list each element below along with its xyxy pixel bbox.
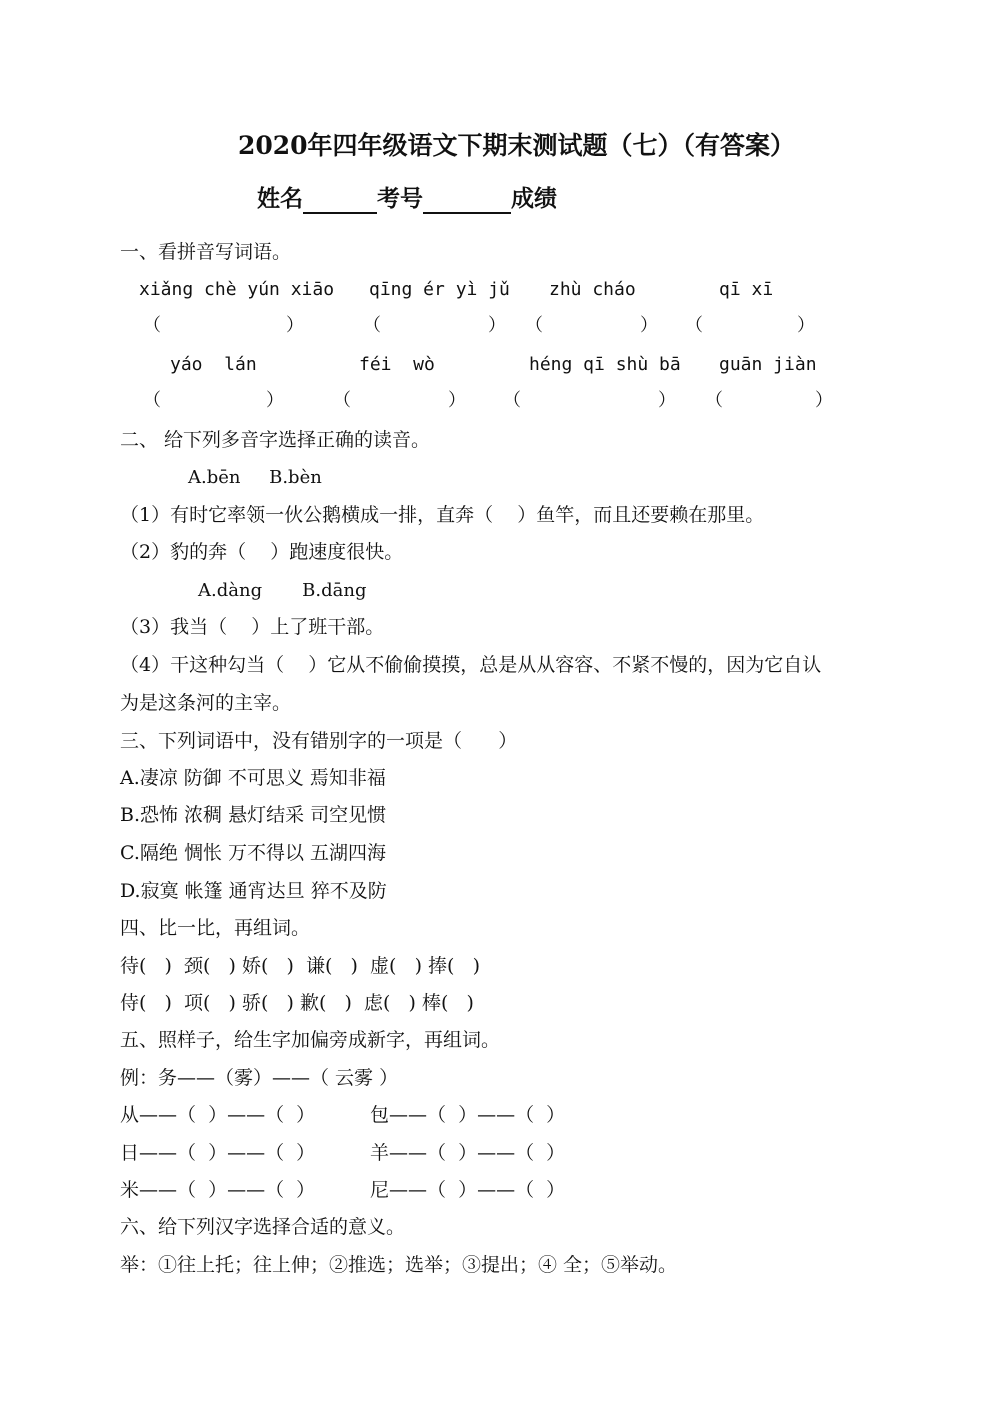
compare-row-1: 待( ) 颈( ) 娇( ) 谦( ) 虚( ) 捧( ) xyxy=(120,955,480,977)
name-blank xyxy=(303,190,377,214)
meaning-ju: 举：①往上托；往上伸；②推选；选举；③提出；④ 全；⑤举动。 xyxy=(120,1254,678,1276)
question-4: （4）干这种勾当（ ）它从不偷偷摸摸，总是从从容容、不紧不慢的，因为它自认 xyxy=(120,654,822,676)
radical-row-3-right: 尼——（ ）——（ ） xyxy=(370,1179,566,1201)
question-3: （3）我当（ ）上了班干部。 xyxy=(120,616,385,638)
choice-d: D.寂寞 帐篷 通宵达旦 猝不及防 xyxy=(120,880,387,902)
options-dang: A.dàng B.dāng xyxy=(198,580,367,601)
answer-open: （ xyxy=(363,315,381,336)
page-title: 2020年四年级语文下期末测试题（七）（有答案） xyxy=(237,131,796,160)
student-info-row xyxy=(257,184,557,214)
question-1: （1）有时它率领一伙公鹅横成一排，直奔（ ）鱼竿，而且还要赖在那里。 xyxy=(120,504,765,526)
answer-close: ） xyxy=(640,315,658,336)
question-4-cont: 为是这条河的主宰。 xyxy=(120,692,292,714)
answer-open: （ xyxy=(525,315,543,336)
radical-row-2-left: 日——（ ）——（ ） xyxy=(120,1142,316,1164)
radical-row-3-left: 米——（ ）——（ ） xyxy=(120,1179,316,1201)
answer-close: ） xyxy=(488,315,506,336)
answer-open: （ xyxy=(333,390,351,411)
name-label: 姓名 xyxy=(257,185,303,212)
section4-heading: 四、比一比，再组词。 xyxy=(120,917,311,939)
choice-a: A.凄凉 防御 不可思义 焉知非福 xyxy=(120,767,386,789)
pinyin-4: qī xī xyxy=(719,279,774,300)
choice-b: B.恐怖 浓稠 悬灯结采 司空见惯 xyxy=(120,804,387,826)
radical-row-1-left: 从——（ ）——（ ） xyxy=(120,1104,316,1126)
answer-open: （ xyxy=(503,390,521,411)
radical-row-2-right: 羊——（ ）——（ ） xyxy=(370,1142,566,1164)
section1-heading: 一、看拼音写词语。 xyxy=(120,241,292,263)
pinyin-3: zhù cháo xyxy=(549,279,636,300)
answer-close: ） xyxy=(815,390,833,411)
answer-open: （ xyxy=(685,315,703,336)
radical-row-1-right: 包——（ ）——（ ） xyxy=(370,1104,566,1126)
answer-open: （ xyxy=(143,315,161,336)
section5-heading: 五、照样子，给生字加偏旁成新字，再组词。 xyxy=(120,1029,501,1051)
pinyin-2: qīng ér yì jǔ xyxy=(369,279,510,300)
pinyin-6: féi wò xyxy=(359,354,435,375)
pinyin-7: héng qī shù bā xyxy=(529,354,681,375)
section2-heading: 二、 给下列多音字选择正确的读音。 xyxy=(120,429,431,451)
answer-close: ） xyxy=(658,390,676,411)
question-2: （2）豹的奔（ ）跑速度很快。 xyxy=(120,541,404,563)
id-blank xyxy=(423,190,511,214)
score-label: 成绩 xyxy=(511,185,557,212)
example-line: 例：务——（雾）——（ 云雾 ） xyxy=(120,1067,399,1089)
compare-row-2: 侍( ) 项( ) 骄( ) 歉( ) 虑( ) 棒( ) xyxy=(120,992,474,1014)
answer-close: ） xyxy=(286,315,304,336)
answer-close: ） xyxy=(797,315,815,336)
section6-heading: 六、给下列汉字选择合适的意义。 xyxy=(120,1216,406,1238)
answer-open: （ xyxy=(143,390,161,411)
pinyin-1: xiǎng chè yún xiāo xyxy=(139,279,335,300)
answer-close: ） xyxy=(266,390,284,411)
section3-heading: 三、下列词语中，没有错别字的一项是（ ） xyxy=(120,730,518,752)
answer-open: （ xyxy=(705,390,723,411)
id-label: 考号 xyxy=(377,185,423,212)
choice-c: C.隔绝 惆怅 万不得以 五湖四海 xyxy=(120,842,387,864)
pinyin-5: yáo lán xyxy=(170,354,257,375)
pinyin-8: guān jiàn xyxy=(719,354,817,375)
options-ben: A.bēn B.bèn xyxy=(188,467,322,488)
answer-close: ） xyxy=(448,390,466,411)
